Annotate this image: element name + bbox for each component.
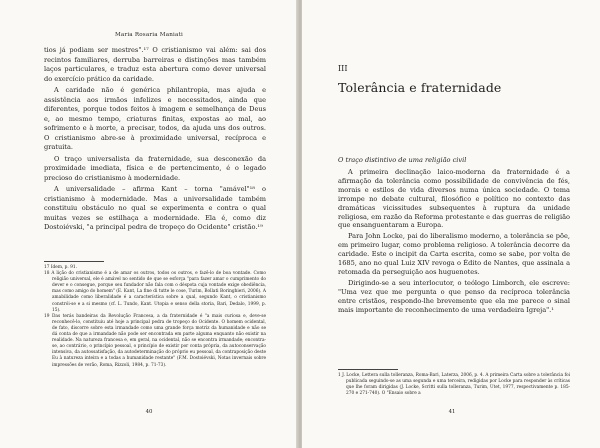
footnotes (44, 265, 266, 369)
chapter-title: Tolerância e fraternidade (338, 80, 502, 95)
paragraph: A caridade não é genérica philantropia, mas ajuda e assistência aos irmãos infelizes e necessitados, ainda que diferentes, porque todos feitos à imagem e semelhança de Deus e, ao mesmo tempo, criaturas finitas, expostas ao mal, ao sofrimento e à morte, a precisar, todos, da ajuda uns dos outros. O cristianismo abre-se à proximidade universal, recíproca e gratuita. (44, 86, 266, 151)
paragraph: O traço universalista da fraternidade, sua desconexão da proximidade imediata, física e de pertencimento, é o legado precioso do cristianismo à modernidade. (44, 154, 266, 182)
footnotes (338, 373, 570, 397)
paragraph: A universalidade – afirma Kant – torna "amável"¹⁸ o cristianismo à modernidade. Mas a universalidade também constituiu obstáculo no qual se experimenta e contra o qual muitas vezes se estilhaça a modernidade. Ela é, como diz Dostoiévski, "a principal pedra de tropeço do Ocidente" cristão.¹⁹ (44, 185, 266, 231)
running-head: Maria Rosaria Maniati (114, 32, 184, 38)
footnote: 17 Idem, p. 91. (44, 265, 77, 270)
paragraph: Para John Locke, pai do liberalismo moderno, a tolerância se põe, em primeiro lugar, como problema religioso. A tolerância decorre da caridade. Este o incipit da Carta escrita, como se sabe, por volta de 1685, ano no qual Luiz XIV revoga o Édito de Nantes, que assinala a retomada da perseguição aos huguenotes. (338, 232, 570, 276)
left-page (0, 0, 298, 448)
footnote-rule (44, 261, 104, 262)
right-page-body (338, 168, 570, 315)
paragraph: A primeira declinação laico-moderna da fraternidade é a afirmação da tolerância como possibilidade de convivência de fés, morais e estilos de vida diversos numa única sociedade. O tema irrompe no debate cultural, filosófico e político no contexto das dramáticas vicissitudes subsequentes à ruptura da unidade religiosa, em razão da Reforma protestante e das guerras de religião que ensanguentaram a Europa. (338, 168, 570, 230)
footnote: 18 A lição do cristianismo é a de amar os outros, todos os outros, e fazê-lo de boa vontade. Como religião universal, ele é amável no sentido de que se esforça "para fazer amar o cumprimento do dever e o consegue, porque seu fundador não fala com o déspota cuja vontade exige obediência, mas como amigo do homem" (E. Kant, La fine di tutte le cose, Turim, Bollati Boringhieri, 2006). A amabilidade como liberalidade é a característica sobre a qual, segundo Kant, o cristianismo constrói-se e a si mesmo (cf. L. Tundo, Kant. Utopia e senso della storia, Bari, Dedalo, 1999, p. 15). (44, 271, 266, 313)
footnote-rule (338, 369, 398, 370)
footnote: 19 Das terás bandeiras da Revolução Francesa, a da fraternidade é "a mais curiosa e, deve-se reconhecê-lo, constituiu até hoje a principal pedra de tropeço do Ocidente. O homem ocidental, de fato, discorre sobre esta irmandade como uma grande força motriz da humanidade e não se dá conta de que a irmandade não pode ser encontrada em parte alguma enquanto não existir na realidade. Na natureza francesa e, em geral, na ocidental, não se encontra irmandade; encontra-se, ao contrário, o princípio pessoal, o princípio de existir por conta própria, da autoconservação intensiva, da autossatisfação, da autodeterminação do próprio eu pessoal, da contraposição deste Eu à natureza inteira e a todas a humanidade restante" (F.M. Dostoiévski, Notas invernais sobre impressões de verão, Roma, Rizzoli, 1984, p. 71-73). (44, 313, 266, 368)
left-page-body (44, 46, 266, 233)
paragraph: Dirigindo-se a seu interlocutor, o teólogo Limborch, ele escreve: "Uma vez que me pergunta o que penso da recíproca tolerância entre cristãos, respondo-lhe brevemente que ela me parece o sinal mais importante de reconhecimento de uma verdadeira Igreja".¹ (338, 278, 570, 314)
footnote: 1 J. Locke, Lettera sulla tolleranza, Roma-Bari, Laterza, 2006, p. 4. A primeira Carta sobre a tolerância foi publicada seguindo-se as uma segunda e uma terceira, redigidas por Locke para responder às críticas que lhe foram dirigidas (J. Locke, Scritti sulla tolleranza, Turim, Utet, 1977, respectivamente p. 185-270 e 271-740). O "Ensaio sobre a (338, 373, 570, 397)
paragraph: tios já podiam ser mestres".¹⁷ O cristianismo vai além: sai dos recintos familiares, derruba barreiras e distinções mas também laços particulares, e traduz esta abertura como dever universal do exercício prático da caridade. (44, 46, 266, 83)
section-title: O traço distintivo de uma religião civil (338, 156, 467, 164)
page-number: 40 (145, 409, 153, 415)
chapter-number: III (338, 64, 348, 73)
page-number: 41 (448, 409, 456, 415)
right-page (302, 0, 600, 448)
